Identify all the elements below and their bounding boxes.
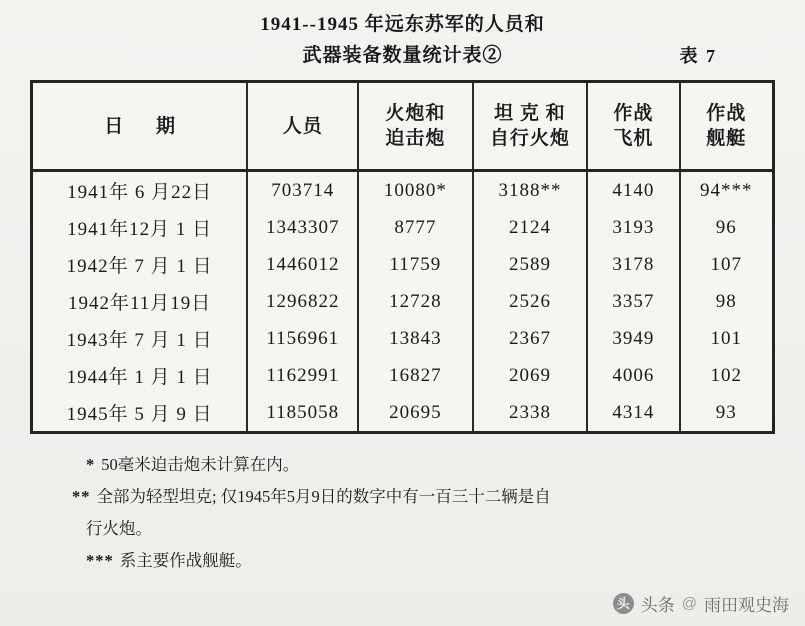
table-row: [33, 320, 772, 357]
column-header-aircraft-line1: 作战: [613, 103, 654, 124]
cell-ships: 107: [680, 246, 772, 283]
column-header-artillery-line1: 火炮和: [385, 103, 446, 124]
cell-date: 1945年 5 月 9 日: [33, 394, 247, 431]
cell-date: 1941年 6 月22日: [33, 171, 247, 210]
cell-personnel: 1343307: [247, 209, 358, 246]
cell-artillery: 20695: [358, 394, 473, 431]
cell-artillery: 11759: [358, 246, 473, 283]
cell-ships: 94***: [680, 171, 772, 210]
cell-tanks: 3188**: [473, 171, 588, 210]
cell-tanks: 2367: [473, 320, 588, 357]
cell-personnel: 1446012: [247, 246, 358, 283]
document-title-line-2-row: [0, 40, 805, 72]
cell-artillery: 10080*: [358, 171, 473, 210]
document-title-line-1: 1941--1945 年远东苏军的人员和: [260, 14, 545, 35]
table-header: [33, 83, 772, 171]
cell-aircraft: 3357: [587, 283, 679, 320]
footnote-2-continuation: [52, 514, 753, 544]
watermark-account: 雨田观史海: [704, 596, 789, 615]
cell-artillery: 16827: [358, 357, 473, 394]
footnote-3-text: 系主要作战舰艇。: [119, 551, 252, 570]
table-body: [33, 171, 772, 432]
cell-ships: 93: [680, 394, 772, 431]
watermark-separator: @: [681, 595, 697, 612]
footnote-2-continuation-text: 行火炮。: [86, 519, 152, 538]
cell-tanks: 2589: [473, 246, 588, 283]
cell-aircraft: 4314: [587, 394, 679, 431]
column-header-personnel-line1: 人员: [282, 115, 323, 137]
statistics-table-container: [30, 80, 775, 434]
cell-artillery: 13843: [358, 320, 473, 357]
cell-tanks: 2069: [473, 357, 588, 394]
watermark-brand: 头条: [640, 596, 675, 615]
cell-aircraft: 3949: [587, 320, 679, 357]
header-row: [33, 83, 772, 171]
column-header-ships-line2: 舰艇: [706, 128, 747, 149]
footnote-1: [52, 450, 753, 480]
cell-aircraft: 4006: [587, 357, 679, 394]
cell-date: 1941年12月 1 日: [33, 209, 247, 246]
cell-aircraft: 3178: [587, 246, 679, 283]
footnote-3-marker: ***: [86, 551, 114, 570]
footnote-1-marker: *: [86, 455, 96, 474]
table-row: [33, 283, 772, 320]
column-header-personnel: [247, 83, 358, 171]
footnote-2-text: 全部为轻型坦克; 仅1945年5月9日的数字中有一百三十二辆是自: [96, 487, 551, 506]
table-row: [33, 171, 772, 210]
column-header-ships: [680, 83, 772, 171]
cell-date: 1942年 7 月 1 日: [33, 246, 247, 283]
cell-personnel: 1185058: [247, 394, 358, 431]
footnotes: [52, 450, 753, 576]
column-header-artillery-line2: 迫击炮: [385, 128, 446, 149]
table-row: [33, 209, 772, 246]
column-header-ships-line1: 作战: [706, 103, 747, 124]
cell-date: 1942年11月19日: [33, 283, 247, 320]
watermark: [613, 591, 789, 616]
cell-aircraft: 4140: [587, 171, 679, 210]
table-row: [33, 357, 772, 394]
column-header-artillery: [358, 83, 473, 171]
cell-tanks: 2124: [473, 209, 588, 246]
footnote-3: [52, 546, 753, 576]
cell-artillery: 12728: [358, 283, 473, 320]
cell-artillery: 8777: [358, 209, 473, 246]
cell-personnel: 1156961: [247, 320, 358, 357]
footnote-2-marker: **: [72, 487, 91, 506]
column-header-aircraft-line2: 飞机: [613, 128, 654, 149]
cell-ships: 98: [680, 283, 772, 320]
column-header-date-line1: 日 期: [104, 115, 190, 137]
cell-personnel: 1162991: [247, 357, 358, 394]
table-number-label: 表 7: [679, 46, 717, 66]
footnote-2: [52, 482, 753, 512]
cell-personnel: 703714: [247, 171, 358, 210]
document-title-line-2: 武器装备数量统计表②: [302, 45, 503, 66]
cell-date: 1944年 1 月 1 日: [33, 357, 247, 394]
title-block: [0, 0, 805, 72]
cell-ships: 101: [680, 320, 772, 357]
cell-aircraft: 3193: [587, 209, 679, 246]
toutiao-logo-icon: 头: [613, 593, 634, 614]
column-header-tanks-line1: 坦 克 和: [494, 103, 566, 124]
footnote-1-text: 50毫米迫击炮未计算在内。: [101, 455, 300, 474]
column-header-tanks-line2: 自行火炮: [489, 128, 570, 149]
cell-personnel: 1296822: [247, 283, 358, 320]
table-row: [33, 246, 772, 283]
cell-tanks: 2526: [473, 283, 588, 320]
cell-ships: 96: [680, 209, 772, 246]
column-header-tanks: [473, 83, 588, 171]
column-header-aircraft: [587, 83, 679, 171]
statistics-table: [33, 83, 772, 431]
cell-date: 1943年 7 月 1 日: [33, 320, 247, 357]
column-header-date: [33, 83, 247, 171]
cell-ships: 102: [680, 357, 772, 394]
cell-tanks: 2338: [473, 394, 588, 431]
table-row: [33, 394, 772, 431]
